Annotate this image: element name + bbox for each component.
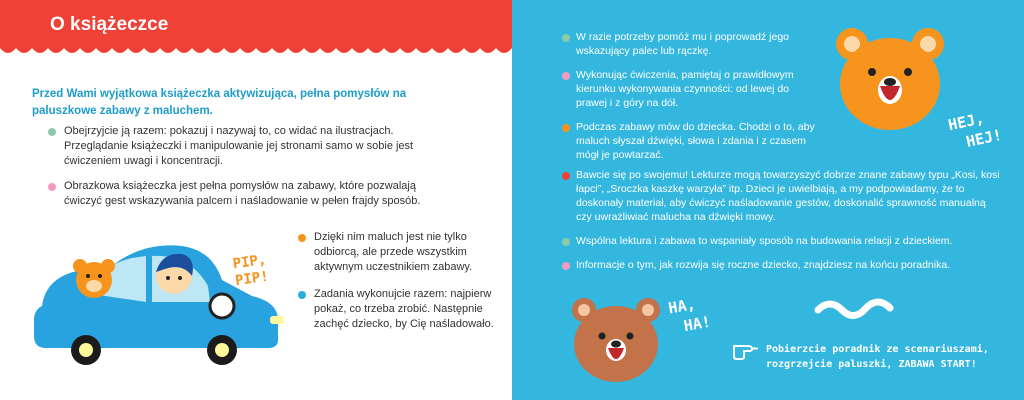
- wide-bullet-list: [562, 168, 1002, 282]
- haha-line-2: HA!: [682, 312, 713, 336]
- cta-line-2: rozgrzejcie paluszki, ZABAWA START!: [766, 359, 977, 370]
- pip-line-2: PIP!: [234, 268, 270, 290]
- bullet-dot-icon: [298, 291, 306, 299]
- list-item-text: Obrazkowa książeczka jest pełna pomysłów na zabawy, które pozwalają ćwiczyć gest wskazywania palcem i naśladowanie w pełen frajdy sposób.: [64, 180, 421, 207]
- left-bullet-list: [48, 124, 448, 219]
- pip-line-1: PIP,: [231, 251, 268, 273]
- small-bullet-list: [298, 230, 494, 344]
- brown-bear-illustration: [568, 292, 664, 386]
- right-page: [512, 0, 1024, 400]
- hej-line-2: HEJ!: [964, 125, 1004, 151]
- list-item: [48, 179, 448, 209]
- list-item: [562, 258, 1002, 272]
- bullet-dot-icon: [562, 34, 570, 42]
- call-to-action-text: [766, 342, 1000, 372]
- pip-sound-text: [232, 252, 270, 290]
- list-item: [298, 287, 494, 332]
- list-item: [562, 234, 1002, 248]
- haha-sound-text: [667, 292, 712, 338]
- pointing-hand-icon: [732, 340, 758, 360]
- intro-text: Przed Wami wyjątkowa książeczka aktywizująca, pełna pomysłów na paluszkowe zabawy z maluchem.: [32, 88, 407, 117]
- bullet-dot-icon: [562, 238, 570, 246]
- hej-line-1: HEJ,: [946, 109, 986, 135]
- list-item-text: Wspólna lektura i zabawa to wspaniały sposób na budowania relacji z dzieckiem.: [576, 235, 953, 247]
- bullet-dot-icon: [48, 183, 56, 191]
- list-item: [48, 124, 448, 169]
- list-item: [562, 68, 822, 110]
- list-item-text: Informacje o tym, jak rozwija się roczne dziecko, znajdziesz na końcu poradnika.: [576, 259, 951, 271]
- page-title: O książeczce: [50, 14, 169, 35]
- right-bullet-list: [562, 30, 822, 172]
- list-item: [562, 120, 822, 162]
- list-item-text: Dzięki nim maluch jest nie tylko odbiorcą, ale przede wszystkim aktywnym uczestnikiem zabawy.: [314, 231, 473, 273]
- bullet-dot-icon: [562, 172, 570, 180]
- bullet-dot-icon: [298, 234, 306, 242]
- bullet-dot-icon: [562, 72, 570, 80]
- list-item-text: Wykonując ćwiczenia, pamiętaj o prawidłowym kierunku wykonywania czynności: od lewej do prawej i z góry na dół.: [576, 69, 794, 109]
- haha-line-1: HA,: [666, 294, 697, 318]
- cta-line-1: Pobierzcie poradnik ze scenariuszami,: [766, 344, 989, 355]
- scallop-edge: [0, 44, 512, 56]
- list-item: [562, 30, 822, 58]
- bullet-dot-icon: [562, 262, 570, 270]
- list-item-text: Podczas zabawy mów do dziecka. Chodzi o to, aby maluch słyszał dźwięki, słowa i zdania i z czasem mógł je powtarzać.: [576, 121, 815, 161]
- list-item: [298, 230, 494, 275]
- hej-sound-text: [946, 105, 1003, 155]
- list-item-text: Obejrzyjcie ją razem: pokazuj i nazywaj to, co widać na ilustracjach. Przeglądanie książeczki i manipulowanie jej stronami samo w sobie jest ćwiczeniem uwagi i koncentracji.: [64, 125, 414, 167]
- list-item-text: Bawcie się po swojemu! Lekturze mogą towarzyszyć dobrze znane zabawy typu „Kosi, kosi łapci”, „Sroczka kaszkę warzyła” itp. Dzieci je uwielbiają, a my podpowiadamy, że to doskonały materiał, aby ćwiczyć naśladowanie gestów, doskonalić sprawność manualną czy uwrażliwiać malucha na dźwięki mowy.: [576, 169, 1000, 223]
- orange-bear-illustration: [830, 22, 950, 134]
- list-item-text: Zadania wykonujcie razem: najpierw pokaż, co trzeba zrobić. Następnie zachęć dziecko, by Cię naśladowało.: [314, 288, 494, 330]
- squiggle-decoration: [812, 296, 896, 320]
- list-item: [562, 168, 1002, 224]
- bullet-dot-icon: [562, 124, 570, 132]
- list-item-text: W razie potrzeby pomóż mu i poprowadź jego wskazujący palec lub rączkę.: [576, 31, 790, 57]
- bullet-dot-icon: [48, 128, 56, 136]
